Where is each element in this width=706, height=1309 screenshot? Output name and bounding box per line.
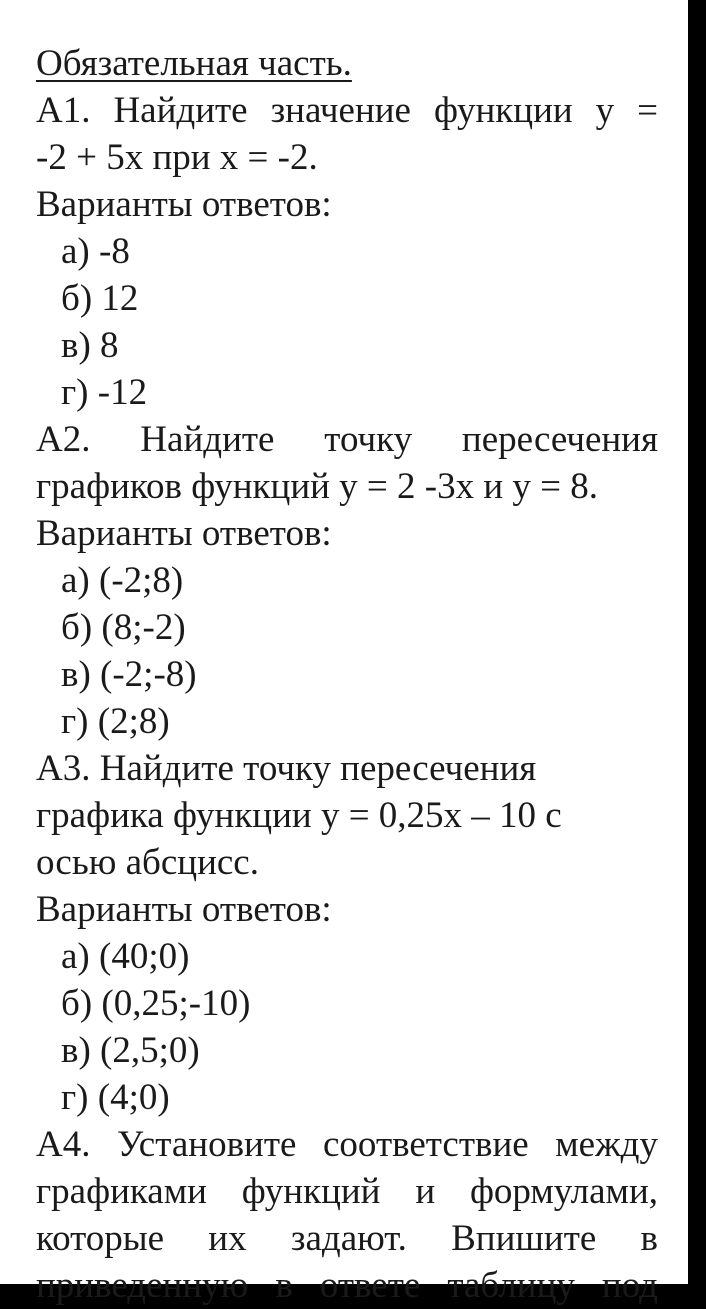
question-a4 — [36, 1121, 658, 1309]
question-a4-text-line-1: А4. Установите соответствие между — [36, 1124, 658, 1165]
question-a1-option-b: б) 12 — [61, 278, 139, 319]
question-a1-answers-label: Варианты ответов: — [36, 184, 332, 225]
question-a3-text-line-3: осью абсцисс. — [36, 842, 259, 883]
question-a1 — [36, 87, 658, 416]
question-a2-option-d: г) (2;8) — [61, 701, 170, 742]
question-a4-text-line-2: графиками функций и формулами, — [36, 1171, 658, 1212]
question-a2-text-line-1: А2. Найдите точку пересечения — [36, 419, 658, 460]
question-a4-text-line-4: приведенную в ответе таблицу под — [36, 1265, 658, 1306]
question-a1-option-c: в) 8 — [61, 325, 119, 366]
question-a1-option-a: а) -8 — [61, 231, 130, 272]
question-a3-text-line-2: графика функции у = 0,25х – 10 с — [36, 795, 562, 836]
question-a3-option-d: г) (4;0) — [61, 1077, 170, 1118]
question-a1-text-line-2: -2 + 5х при х = -2. — [36, 137, 318, 178]
question-a3-text-line-1: А3. Найдите точку пересечения — [36, 748, 537, 789]
question-a1-option-d: г) -12 — [61, 372, 148, 413]
question-a3-option-c: в) (2,5;0) — [61, 1030, 200, 1071]
question-a4-text-line-3: которые их задают. Впишите в — [36, 1218, 658, 1259]
question-a3-option-a: а) (40;0) — [61, 936, 190, 977]
question-a2-option-a: а) (-2;8) — [61, 560, 184, 601]
question-a2-answers-label: Варианты ответов: — [36, 513, 332, 554]
document-content — [36, 40, 658, 1309]
question-a2-text-line-2: графиков функций у = 2 -3х и у = 8. — [36, 466, 599, 507]
question-a2-option-c: в) (-2;-8) — [61, 654, 197, 695]
question-a3-option-b: б) (0,25;-10) — [61, 983, 251, 1024]
question-a1-text-line-1: А1. Найдите значение функции у = — [36, 90, 658, 131]
question-a3-answers-label: Варианты ответов: — [36, 889, 332, 930]
question-a2-option-b: б) (8;-2) — [61, 607, 186, 648]
section-title: Обязательная часть. — [36, 43, 352, 84]
question-a2 — [36, 416, 658, 745]
question-a3 — [36, 745, 658, 1121]
